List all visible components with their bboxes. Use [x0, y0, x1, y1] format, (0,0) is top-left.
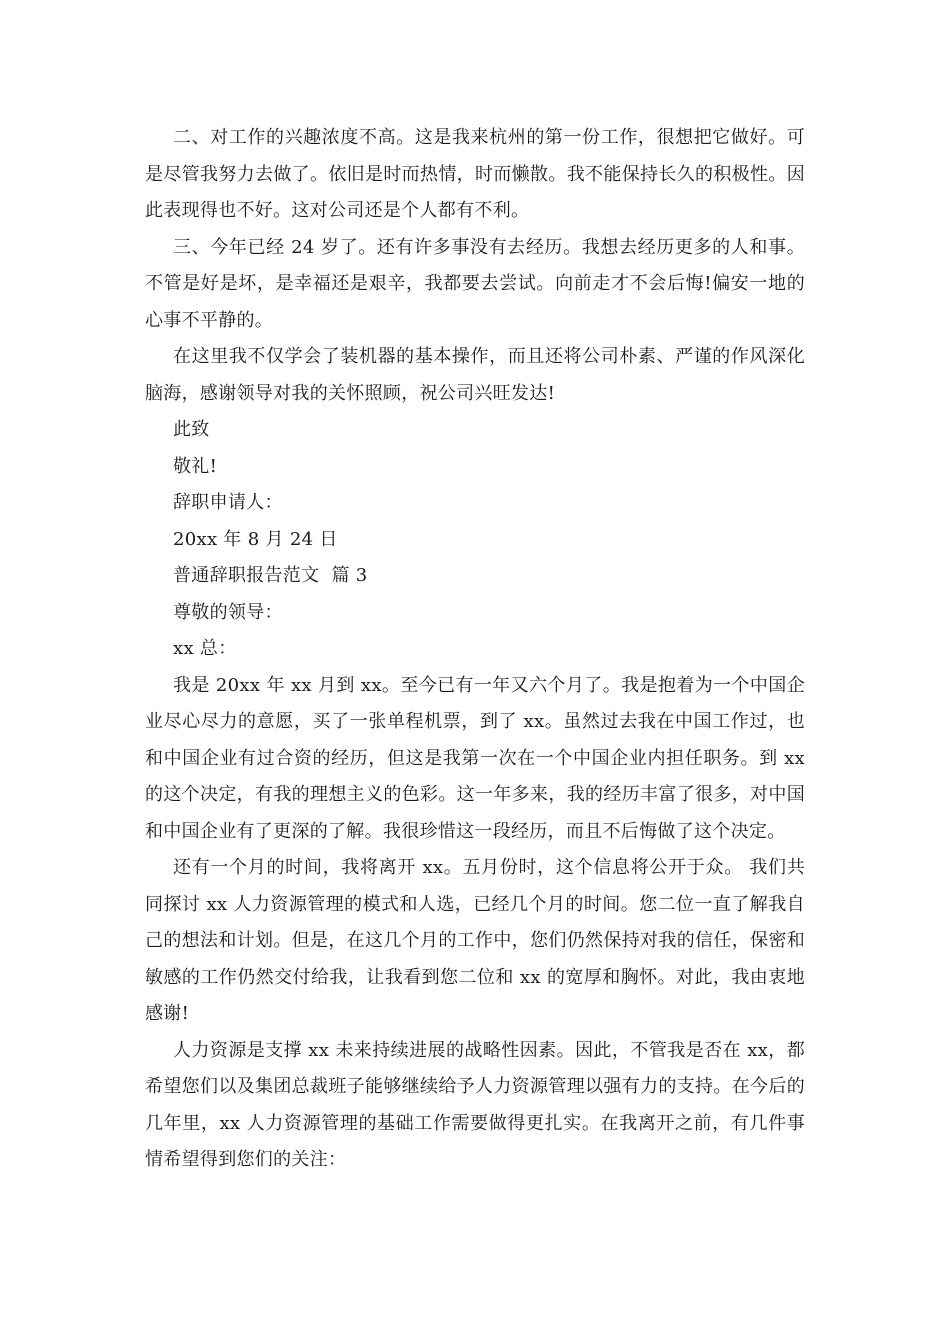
paragraph-background: 我是 20xx 年 xx 月到 xx。至今已有一年又六个月了。我是抱着为一个中国企业尽心尽力的意愿，买了一张单程机票，到了 xx。虽然过去我在中国工作过，也和中国企业有过合资的经历，但这是我第一次在一个中国企业内担任职务。到 xx 的这个决定，有我的理想主义的色彩。这一年多来，我的经历丰富了很多，对中国和中国企业有了更深的了解。我很珍惜这一段经历，而且不后悔做了这个决定。: [145, 674, 812, 842]
closing-regards: 敬礼!: [173, 455, 218, 477]
section-heading: 普通辞职报告范文 篇 3: [173, 565, 368, 586]
closing-salutation: 此致: [173, 419, 210, 440]
paragraph-interest: 二、对工作的兴趣浓度不高。这是我来杭州的第一份工作，很想把它做好。可是尽管我努力去做了。依旧是时而热情，时而懒散。我不能保持长久的积极性。因此表现得也不好。这对公司还是个人都有不利。: [145, 127, 805, 221]
greeting-manager: xx 总：: [173, 638, 237, 659]
paragraph-hr-support: 人力资源是支撑 xx 未来持续进展的战略性因素。因此，不管我是否在 xx，都希望您们以及集团总裁班子能够继续给予人力资源管理以强有力的支持。在今后的几年里，xx 人力资源管理的基础工作需要做得更扎实。在我离开之前，有几件事情希望得到您们的关注：: [145, 1039, 805, 1170]
signature-label: 辞职申请人：: [173, 492, 283, 513]
paragraph-thanks: 在这里我不仅学会了装机器的基本操作，而且还将公司朴素、严谨的作风深化脑海，感谢领导对我的关怀照顾，祝公司兴旺发达!: [145, 346, 805, 404]
signature-date: 20xx 年 8 月 24 日: [173, 528, 338, 550]
greeting-leaders: 尊敬的领导：: [173, 601, 283, 623]
paragraph-leaving: 还有一个月的时间，我将离开 xx。五月份时，这个信息将公开于众。 我们共同探讨 xx 人力资源管理的模式和人选，已经几个月的时间。您二位一直了解我自己的想法和计划。但是，在这几个月的工作中，您们仍然保持对我的信任，保密和敏感的工作仍然交付给我，让我看到您二位和 xx 的宽厚和胸怀。对此，我由衷地感谢!: [145, 857, 805, 1024]
document-body: [145, 120, 812, 1179]
paragraph-age: 三、今年已经 24 岁了。还有许多事没有去经历。我想去经历更多的人和事。不管是好是坏，是幸福还是艰辛，我都要去尝试。向前走才不会后悔!偏安一地的心事不平静的。: [145, 236, 805, 331]
